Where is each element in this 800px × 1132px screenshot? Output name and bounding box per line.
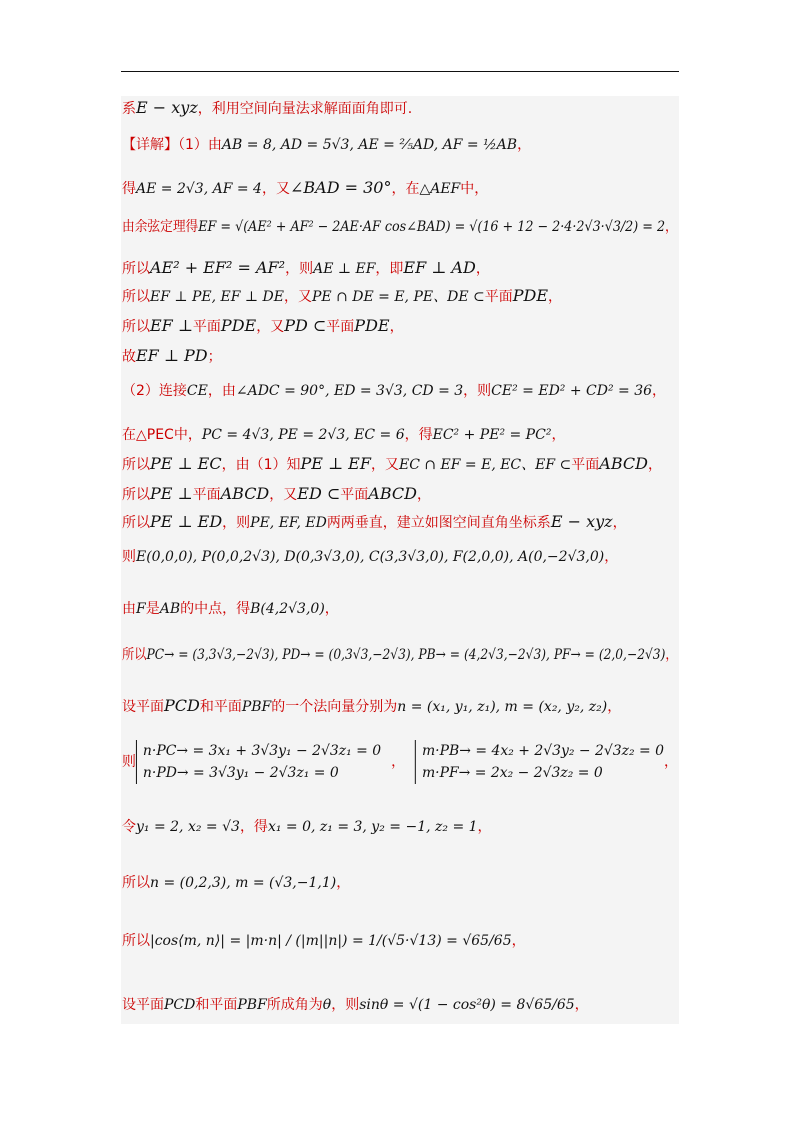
solution-line [122, 546, 618, 566]
math-expression: PCD [164, 696, 200, 715]
math-expression: PE ⊥ ED [150, 512, 223, 531]
text-segment: ， [475, 261, 490, 277]
text-segment: 得 [122, 181, 136, 197]
math-expression: EF ⊥ PE, EF ⊥ DE [150, 289, 284, 305]
solution-line [122, 134, 531, 154]
text-segment: ， [612, 515, 627, 531]
math-expression: PE ∩ DE = E, PE、DE ⊂ [311, 289, 485, 305]
text-segment: 故 [122, 349, 136, 365]
math-expression: EC ∩ EF = E, EC、EF ⊂ [398, 457, 572, 473]
math-expression: PE, EF, ED [250, 515, 327, 531]
text-segment: ，又 [283, 289, 312, 305]
math-expression: ∠ADC = 90°, ED = 3√3, CD = 3 [235, 383, 464, 399]
equation-line: n·PD→ = 3√3y₁ − 2√3z₁ = 0 [142, 765, 339, 781]
math-expression: EF ⊥ AD [403, 258, 476, 277]
math-expression: θ [322, 997, 332, 1013]
equation-line: m·PF→ = 2x₂ − 2√3z₂ = 0 [421, 765, 603, 781]
text-segment: 所以 [122, 289, 150, 305]
text-segment: ， [665, 219, 678, 235]
text-segment: 设平面 [122, 997, 164, 1013]
solution-line [122, 380, 666, 400]
math-expression: x₁ = 0, z₁ = 3, y₂ = −1, z₂ = 1 [267, 819, 478, 835]
math-expression: B(4,2√3,0) [250, 601, 325, 617]
math-expression: PDE [354, 316, 390, 335]
solution-line [122, 216, 678, 236]
text-segment: 由余弦定理得 [122, 219, 199, 235]
solution-line [122, 316, 404, 336]
solution-line [122, 930, 526, 950]
math-expression: E − xyz [136, 98, 198, 117]
text-segment: 系 [122, 101, 136, 117]
math-expression: |cos⟨m, n⟩| = |m·n| / (|m||n|) = 1/(√5·√13) = √65/65 [150, 933, 512, 949]
math-expression: PC→ = (3,3√3,−2√3), PD→ = (0,3√3,−2√3), PB→ = (4,2√3,−2√3), PF→ = (2,0,−2√3) [146, 647, 666, 663]
text-segment: 在△PEC中， [122, 427, 202, 443]
math-expression: EF ⊥ [150, 316, 193, 335]
math-expression: n = (0,2,3), m = (√3,−1,1) [150, 875, 337, 891]
solution-line [122, 286, 562, 306]
math-expression: AB = 8, AD = 5√3, AE = ⅖AD, AF = ½AB [221, 137, 518, 153]
equation-line: n·PC→ = 3x₁ + 3√3y₁ − 2√3z₁ = 0 [142, 743, 382, 759]
solution-line [122, 98, 412, 118]
text-segment: ， [551, 427, 566, 443]
math-expression: △AEF [419, 181, 461, 197]
math-expression: CE [186, 383, 208, 399]
text-segment: 则 [122, 754, 136, 770]
text-segment: 平面 [571, 457, 600, 473]
text-segment: ， [607, 699, 622, 715]
math-expression: EF = √(AE² + AF² − 2AE·AF cos∠BAD) = √(16 + 12 − 2·4·2√3·√3/2) = 2 [198, 219, 666, 235]
math-expression: ABCD [220, 484, 270, 503]
text-segment: ，即 [375, 261, 404, 277]
text-segment: 两两垂直，建立如图空间直角坐标系 [326, 515, 551, 531]
text-segment: 所以 [122, 487, 150, 503]
solution-line [122, 644, 678, 664]
separator: ， [391, 754, 406, 770]
math-expression: ∠BAD = 30° [289, 178, 392, 197]
solution-line [122, 872, 350, 892]
text-segment: ，则 [222, 515, 251, 531]
text-segment: 平面 [326, 319, 355, 335]
text-segment: 的中点，得 [180, 601, 251, 617]
text-segment: 所以 [122, 875, 150, 891]
math-expression: AE ⊥ EF [313, 261, 376, 277]
text-segment: ， [416, 487, 431, 503]
math-expression: F [136, 601, 146, 617]
text-segment: 所以 [122, 261, 150, 277]
math-expression: PBF [237, 997, 267, 1013]
text-segment: ， [574, 997, 589, 1013]
solution-line [122, 258, 490, 278]
text-segment: 平面 [192, 487, 221, 503]
text-segment: 和平面 [195, 997, 238, 1013]
math-expression: AE = 2√3, AF = 4 [136, 181, 262, 197]
text-segment: ，在 [391, 181, 420, 197]
equation-line: m·PB→ = 4x₂ + 2√3y₂ − 2√3z₂ = 0 [421, 743, 664, 759]
math-expression: PD ⊂ [284, 316, 327, 335]
math-expression: E − xyz [550, 512, 613, 531]
text-segment: 平面 [340, 487, 369, 503]
text-segment: ，则 [331, 997, 360, 1013]
text-segment: 所以 [122, 319, 150, 335]
text-segment: ， [517, 137, 532, 153]
solution-line [122, 696, 621, 716]
solution-line [122, 484, 431, 504]
solution-line [122, 598, 339, 618]
text-segment: 令 [122, 819, 136, 835]
math-expression: PC = 4√3, PE = 2√3, EC = 6 [201, 427, 405, 443]
header-rule [121, 71, 679, 72]
math-expression: PE ⊥ EF [300, 454, 371, 473]
text-segment: ， [389, 319, 404, 335]
text-segment: ，由 [207, 383, 236, 399]
math-expression: PDE [512, 286, 548, 305]
text-segment: 所以 [122, 933, 150, 949]
text-segment: ， [336, 875, 351, 891]
math-expression: AB [159, 601, 181, 617]
solution-line [122, 816, 492, 836]
math-expression: CE² = ED² + CD² = 36 [491, 383, 653, 399]
text-segment: 中， [460, 181, 489, 197]
text-segment: ， [652, 383, 667, 399]
text-segment: ，又 [256, 319, 285, 335]
equation-system [136, 740, 381, 784]
text-segment: 所成角为 [266, 997, 323, 1013]
solution-line [122, 512, 627, 532]
math-expression: EC² + PE² = PC² [432, 427, 552, 443]
solution-line [122, 994, 589, 1014]
math-expression: ABCD [599, 454, 648, 473]
text-segment: 的一个法向量分别为 [271, 699, 398, 715]
solution-line [122, 740, 678, 784]
text-segment: ，则 [463, 383, 492, 399]
math-expression: ABCD [368, 484, 417, 503]
text-segment: 和平面 [199, 699, 242, 715]
text-segment: ，又 [261, 181, 290, 197]
text-segment: ， [324, 601, 339, 617]
equation-system [415, 740, 664, 784]
solution-line [122, 454, 662, 474]
text-segment: ，又 [269, 487, 298, 503]
text-segment: ，则 [285, 261, 314, 277]
math-expression: PE ⊥ EC [150, 454, 222, 473]
math-expression: y₁ = 2, x₂ = √3 [136, 819, 240, 835]
text-segment: ，得 [404, 427, 433, 443]
text-segment: 是 [145, 601, 160, 617]
text-segment: ，得 [239, 819, 268, 835]
text-segment: ， [665, 647, 678, 663]
text-segment: 则 [122, 549, 136, 565]
math-expression: PCD [164, 997, 196, 1013]
solution-line [122, 178, 488, 198]
math-expression: AE² + EF² = AF² [150, 258, 286, 277]
math-expression: PBF [241, 699, 272, 715]
text-segment: 所以 [122, 457, 150, 473]
text-segment: ， [511, 933, 526, 949]
text-segment: 设平面 [122, 699, 164, 715]
text-segment: 所以 [122, 647, 147, 663]
text-segment: ， [548, 289, 562, 305]
solution-line [122, 424, 565, 444]
math-expression: E(0,0,0), P(0,0,2√3), D(0,3√3,0), C(3,3√3,0), F(2,0,0), A(0,−2√3,0) [136, 549, 605, 565]
math-expression: sinθ = √(1 − cos²θ) = 8√65/65 [359, 997, 575, 1013]
text-segment: 平面 [484, 289, 513, 305]
text-segment: ，利用空间向量法求解面面角即可. [197, 101, 413, 117]
math-expression: EF ⊥ PD [136, 346, 208, 365]
math-expression: PDE [220, 316, 257, 335]
math-expression: PE ⊥ [150, 484, 193, 503]
solution-line [122, 346, 222, 366]
text-segment: ， [604, 549, 619, 565]
text-segment: 【详解】（1）由 [122, 137, 222, 153]
text-segment: ； [207, 349, 222, 365]
text-segment: ， [647, 457, 662, 473]
text-segment: ，又 [370, 457, 399, 473]
text-segment: 所以 [122, 515, 150, 531]
math-expression: ED ⊂ [297, 484, 341, 503]
separator: ， [663, 754, 678, 770]
text-segment: 由 [122, 601, 136, 617]
text-segment: ， [477, 819, 492, 835]
text-segment: ，由（1）知 [221, 457, 301, 473]
text-segment: （2）连接 [122, 383, 187, 399]
text-segment: 平面 [192, 319, 221, 335]
math-expression: n = (x₁, y₁, z₁), m = (x₂, y₂, z₂) [397, 699, 608, 715]
